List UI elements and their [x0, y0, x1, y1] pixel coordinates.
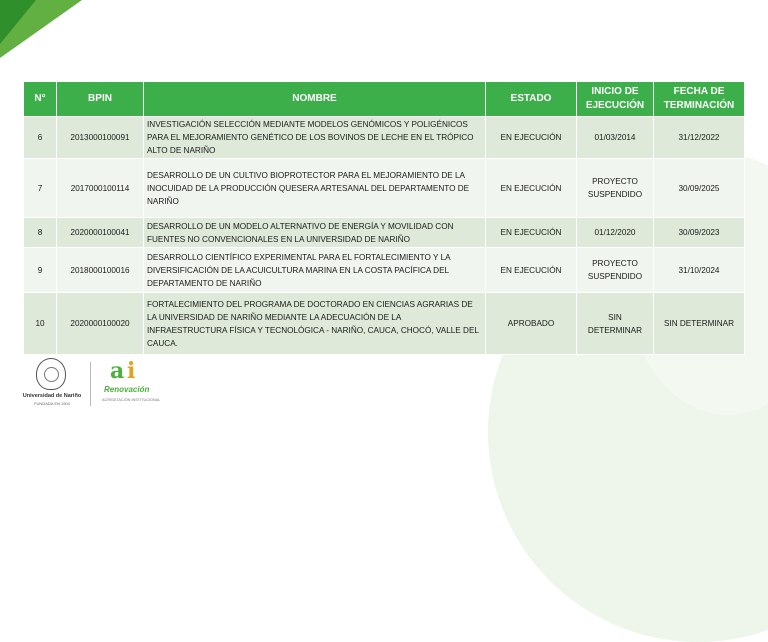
table-row — [24, 117, 745, 159]
cell-estado: APROBADO — [486, 293, 577, 355]
cell-bpin: 2020000100020 — [57, 293, 144, 355]
cell-nombre: DESARROLLO CIENTÍFICO EXPERIMENTAL PARA EL FORTALECIMIENTO Y LA DIVERSIFICACIÓN DE LA ACUICULTURA MARINA EN LA COSTA PACÍFICA DEL DEPARTAMENTO DE NARIÑO — [144, 248, 486, 293]
cell-estado: EN EJECUCIÓN — [486, 248, 577, 293]
projects-table — [23, 81, 745, 355]
header-nombre: NOMBRE — [144, 82, 486, 117]
cell-estado: EN EJECUCIÓN — [486, 159, 577, 218]
cell-number: 10 — [24, 293, 57, 355]
cell-fin: 31/10/2024 — [654, 248, 745, 293]
header-bpin: BPIN — [57, 82, 144, 117]
cell-inicio: PROYECTO SUSPENDIDO — [577, 159, 654, 218]
table-row — [24, 218, 745, 248]
renovacion-word: Renovación — [104, 385, 150, 394]
cell-number: 8 — [24, 218, 57, 248]
logo-divider — [90, 362, 91, 406]
cell-nombre: DESARROLLO DE UN MODELO ALTERNATIVO DE ENERGÍA Y MOVILIDAD CON FUENTES NO CONVENCIONALES EN LA UNIVERSIDAD DE NARIÑO — [144, 218, 486, 248]
cell-estado: EN EJECUCIÓN — [486, 218, 577, 248]
cell-nombre: FORTALECIMIENTO DEL PROGRAMA DE DOCTORADO EN CIENCIAS AGRARIAS DE LA UNIVERSIDAD DE NARIÑO MEDIANTE LA ADECUACIÓN DE LA INFRAESTRUCTURA FÍSICA Y TECNOLÓGICA - NARIÑO, CAUCA, CHOCÓ, VALLE DEL CAUCA. — [144, 293, 486, 355]
cell-number: 6 — [24, 117, 57, 159]
table-row — [24, 248, 745, 293]
cell-bpin: 2017000100114 — [57, 159, 144, 218]
university-name: Universidad de Nariño — [22, 393, 82, 399]
cell-nombre: INVESTIGACIÓN SELECCIÓN MEDIANTE MODELOS GENÓMICOS Y POLIGÉNICOS PARA EL MEJORAMIENTO GENÉTICO DE LOS BOVINOS DE LECHE EN EL TRÓPICO ALTO DE NARIÑO — [144, 117, 486, 159]
university-founded: FUNDADA EN 1904 — [34, 401, 70, 406]
cell-bpin: 2013000100091 — [57, 117, 144, 159]
cell-number: 7 — [24, 159, 57, 218]
cell-inicio: 01/03/2014 — [577, 117, 654, 159]
cell-bpin: 2020000100041 — [57, 218, 144, 248]
header-fin: FECHA DE TERMINACIÓN — [654, 82, 745, 117]
cell-nombre: DESARROLLO DE UN CULTIVO BIOPROTECTOR PARA EL MEJORAMIENTO DE LA INOCUIDAD DE LA PRODUCCIÓN QUESERA ARTESANAL DEL DEPARTAMENTO DE NARIÑO — [144, 159, 486, 218]
cell-bpin: 2018000100016 — [57, 248, 144, 293]
cell-fin: 31/12/2022 — [654, 117, 745, 159]
renovacion-letter-i: i — [127, 358, 136, 384]
udenar-logo — [22, 358, 82, 410]
table-row — [24, 293, 745, 355]
cell-estado: EN EJECUCIÓN — [486, 117, 577, 159]
logos-area — [22, 356, 172, 412]
cell-fin: SIN DETERMINAR — [654, 293, 745, 355]
cell-fin: 30/09/2025 — [654, 159, 745, 218]
table-header-row — [24, 82, 745, 117]
renovacion-logo — [100, 358, 172, 410]
cell-fin: 30/09/2023 — [654, 218, 745, 248]
cell-inicio: PROYECTO SUSPENDIDO — [577, 248, 654, 293]
corner-decoration-dark — [0, 0, 36, 44]
header-estado: ESTADO — [486, 82, 577, 117]
header-inicio: INICIO DE EJECUCIÓN — [577, 82, 654, 117]
university-seal-icon — [36, 358, 66, 390]
renovacion-letter-a: a — [110, 358, 125, 384]
renovacion-subtitle: ACREDITACIÓN INSTITUCIONAL — [102, 398, 161, 402]
cell-inicio: 01/12/2020 — [577, 218, 654, 248]
table-row — [24, 159, 745, 218]
cell-inicio: SIN DETERMINAR — [577, 293, 654, 355]
cell-number: 9 — [24, 248, 57, 293]
header-number: N° — [24, 82, 57, 117]
